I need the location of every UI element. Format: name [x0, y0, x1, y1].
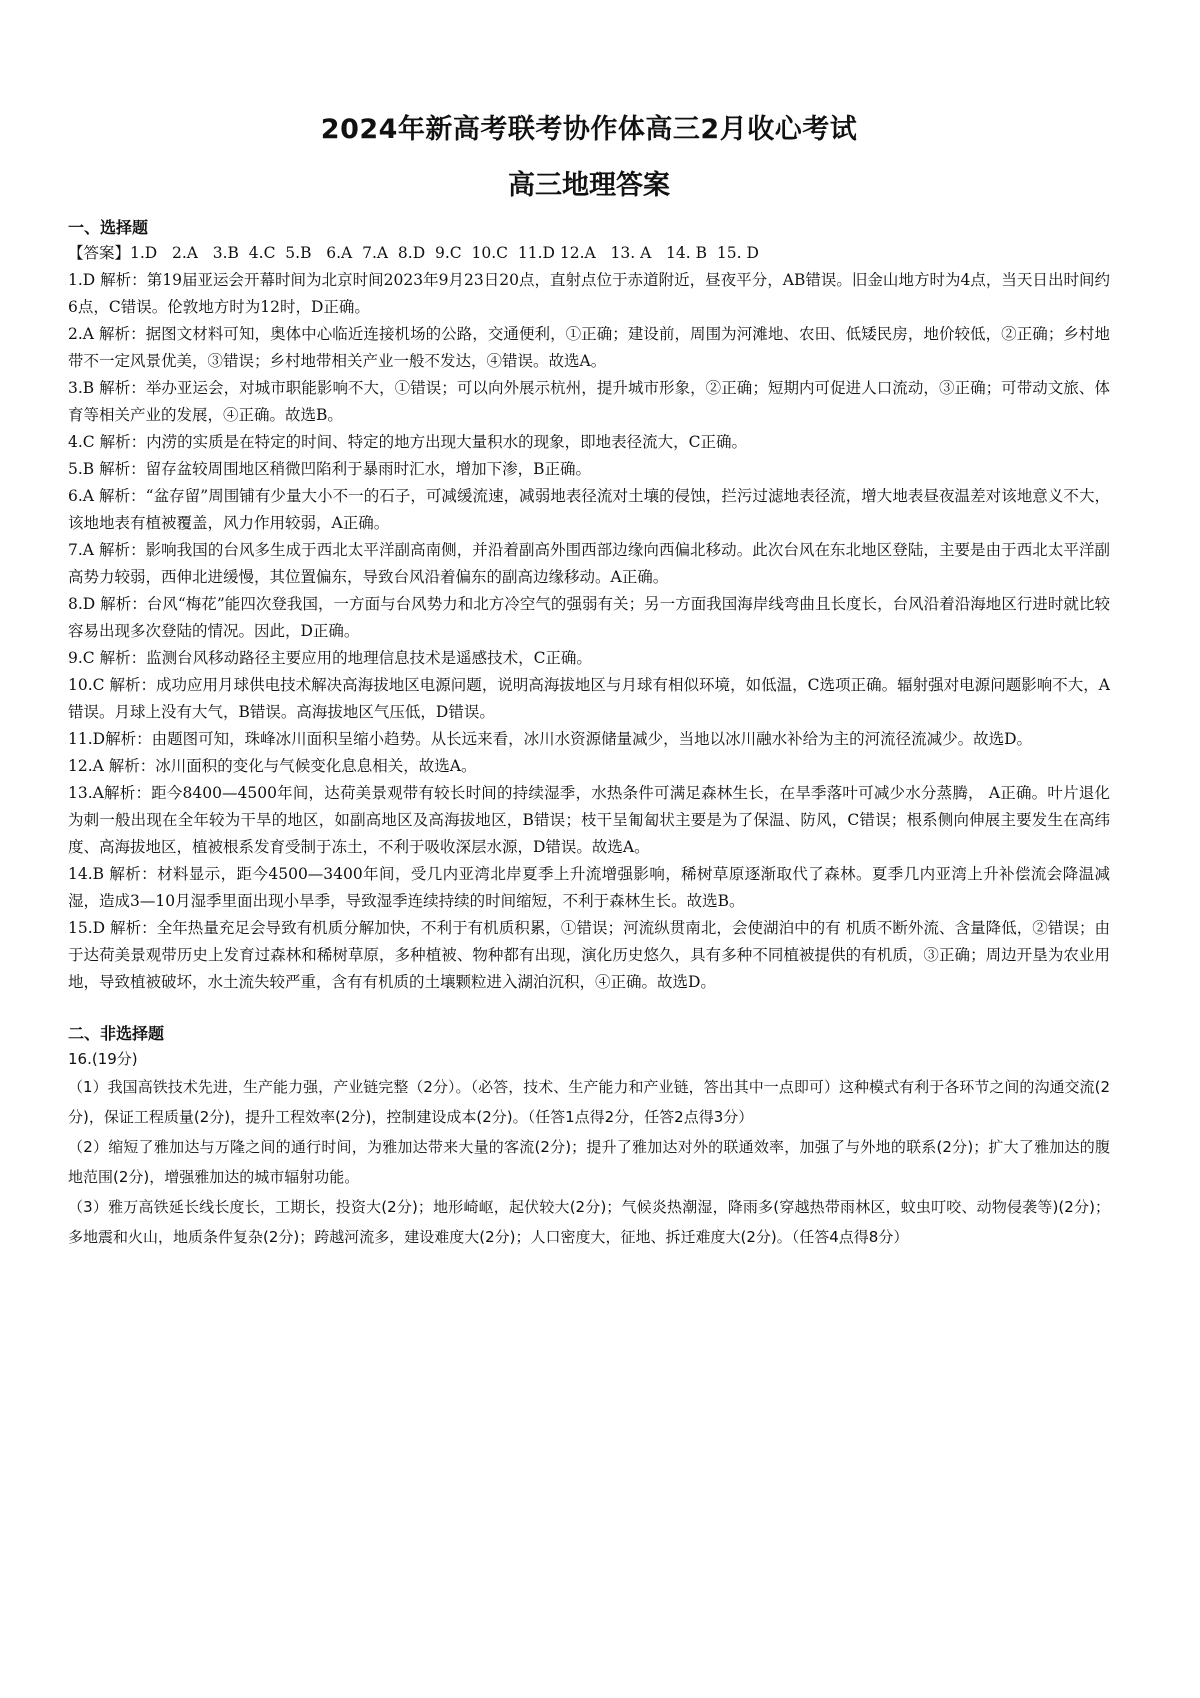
explanation-item: 9.C 解析：监测台风移动路径主要应用的地理信息技术是遥感技术，C正确。 — [68, 649, 592, 667]
question-16-part: （2）缩短了雅加达与万隆之间的通行时间，为雅加达带来大量的客流(2分)；提升了雅加达对外的联通效率，加强了与外地的联系(2分)；扩大了雅加达的腹地范围(2分)，增强雅加达的城市辐射功能。 — [68, 1138, 1110, 1186]
explanation-item: 13.A解析：距今8400—4500年间，达荷美景观带有较长时间的持续湿季，水热条件可满足森林生长，在旱季落叶可减少水分蒸腾， A正确。叶片退化为刺一般出现在全年较为干旱的地区，如副高地区及高海拔地区，B错误；枝干呈匍匐状主要是为了保温、防风，C错误；根系侧向伸展主要发生在高纬度、高海拔地区，植被根系发育受制于冻土，不利于吸收深层水源，D错误。故选A。 — [68, 784, 1110, 856]
section-heading-free-response: 二、非选择题 — [68, 1024, 165, 1043]
question-16-header: 16.(19分) — [68, 1050, 138, 1068]
explanation-item: 4.C 解析：内涝的实质是在特定的时间、特定的地方出现大量积水的现象，即地表径流大，C正确。 — [68, 433, 747, 451]
page-subtitle: 高三地理答案 — [508, 170, 670, 201]
section-heading-choice: 一、选择题 — [68, 218, 149, 237]
explanation-item: 11.D解析：由题图可知，珠峰冰川面积呈缩小趋势。从长远来看，冰川水资源储量减少，当地以冰川融水补给为主的河流径流减少。故选D。 — [68, 730, 1033, 748]
question-16-part: （1）我国高铁技术先进，生产能力强，产业链完整（2分）。（必答，技术、生产能力和产业链，答出其中一点即可）这种模式有利于各环节之间的沟通交流(2分)，保证工程质量(2分)，提升工程效率(2分)，控制建设成本(2分)。（任答1点得2分，任答2点得3分） — [68, 1078, 1110, 1126]
explanation-item: 7.A 解析：影响我国的台风多生成于西北太平洋副高南侧，并沿着副高外围西部边缘向西偏北移动。此次台风在东北地区登陆，主要是由于西北太平洋副高势力较弱，西伸北进缓慢，其位置偏东，导致台风沿着偏东的副高边缘移动。A正确。 — [68, 541, 1110, 586]
question-16-part: （3）雅万高铁延长线长度长，工期长，投资大(2分)；地形崎岖，起伏较大(2分)；气候炎热潮湿，降雨多(穿越热带雨林区，蚊虫叮咬、动物侵袭等)(2分)；多地震和火山，地质条件复杂(2分)；跨越河流多，建设难度大(2分)；人口密度大，征地、拆迁难度大(2分)。（任答4点得8分） — [68, 1198, 1110, 1246]
explanation-item: 1.D 解析：第19届亚运会开幕时间为北京时间2023年9月23日20点，直射点位于赤道附近，昼夜平分，AB错误。旧金山地方时为4点，当天日出时间约6点，C错误。伦敦地方时为12时，D正确。 — [68, 271, 1110, 316]
answer-key-line: 【答案】1.D 2.A 3.B 4.C 5.B 6.A 7.A 8.D 9.C 10.C 11.D 12.A 13. A 14. B 15. D — [68, 244, 759, 262]
page-title: 2024年新高考联考协作体高三2月收心考试 — [320, 114, 858, 145]
explanation-item: 14.B 解析：材料显示，距今4500—3400年间，受几内亚湾北岸夏季上升流增强影响，稀树草原逐渐取代了森林。夏季几内亚湾上升补偿流会降温减湿，造成3—10月湿季里面出现小旱季，导致湿季连续持续的时间缩短，不利于森林生长。故选B。 — [68, 865, 1110, 910]
explanation-item: 10.C 解析：成功应用月球供电技术解决高海拔地区电源问题，说明高海拔地区与月球有相似环境，如低温，C选项正确。辐射强对电源问题影响不大，A错误。月球上没有大气，B错误。高海拔地区气压低，D错误。 — [68, 676, 1110, 721]
explanation-item: 2.A 解析：据图文材料可知，奥体中心临近连接机场的公路，交通便利，①正确；建设前，周围为河滩地、农田、低矮民房，地价较低，②正确；乡村地带不一定风景优美，③错误；乡村地带相关产业一般不发达，④错误。故选A。 — [68, 325, 1110, 370]
explanation-item: 15.D 解析：全年热量充足会导致有机质分解加快，不利于有机质积累，①错误；河流纵贯南北，会使湖泊中的有 机质不断外流、含量降低，②错误；由于达荷美景观带历史上发育过森林和稀树草原，多种植被、物种都有出现，演化历史悠久，具有多种不同植被提供的有机质，③正确；周边开垦为农业用地，导致植被破坏，水土流失较严重，含有有机质的土壤颗粒进入湖泊沉积，④正确。故选D。 — [68, 919, 1110, 991]
explanation-item: 12.A 解析：冰川面积的变化与气候变化息息相关，故选A。 — [68, 757, 477, 775]
section-free-response — [68, 1022, 1110, 1252]
section-multiple-choice — [68, 216, 1110, 996]
explanation-item: 3.B 解析：举办亚运会，对城市职能影响不大，①错误；可以向外展示杭州，提升城市形象，②正确；短期内可促进人口流动，③正确；可带动文旅、体育等相关产业的发展，④正确。故选B。 — [68, 379, 1110, 424]
explanation-item: 8.D 解析：台风“梅花”能四次登我国，一方面与台风势力和北方冷空气的强弱有关；另一方面我国海岸线弯曲且长度长，台风沿着沿海地区行进时就比较容易出现多次登陆的情况。因此，D正确。 — [68, 595, 1110, 640]
explanation-item: 6.A 解析：“盆存留”周围铺有少量大小不一的石子，可减缓流速，减弱地表径流对土壤的侵蚀，拦污过滤地表径流，增大地表昼夜温差对该地意义不大，该地地表有植被覆盖，风力作用较弱，A正确。 — [68, 487, 1110, 532]
explanation-item: 5.B 解析：留存盆较周围地区稍微凹陷利于暴雨时汇水，增加下渗，B正确。 — [68, 460, 591, 478]
